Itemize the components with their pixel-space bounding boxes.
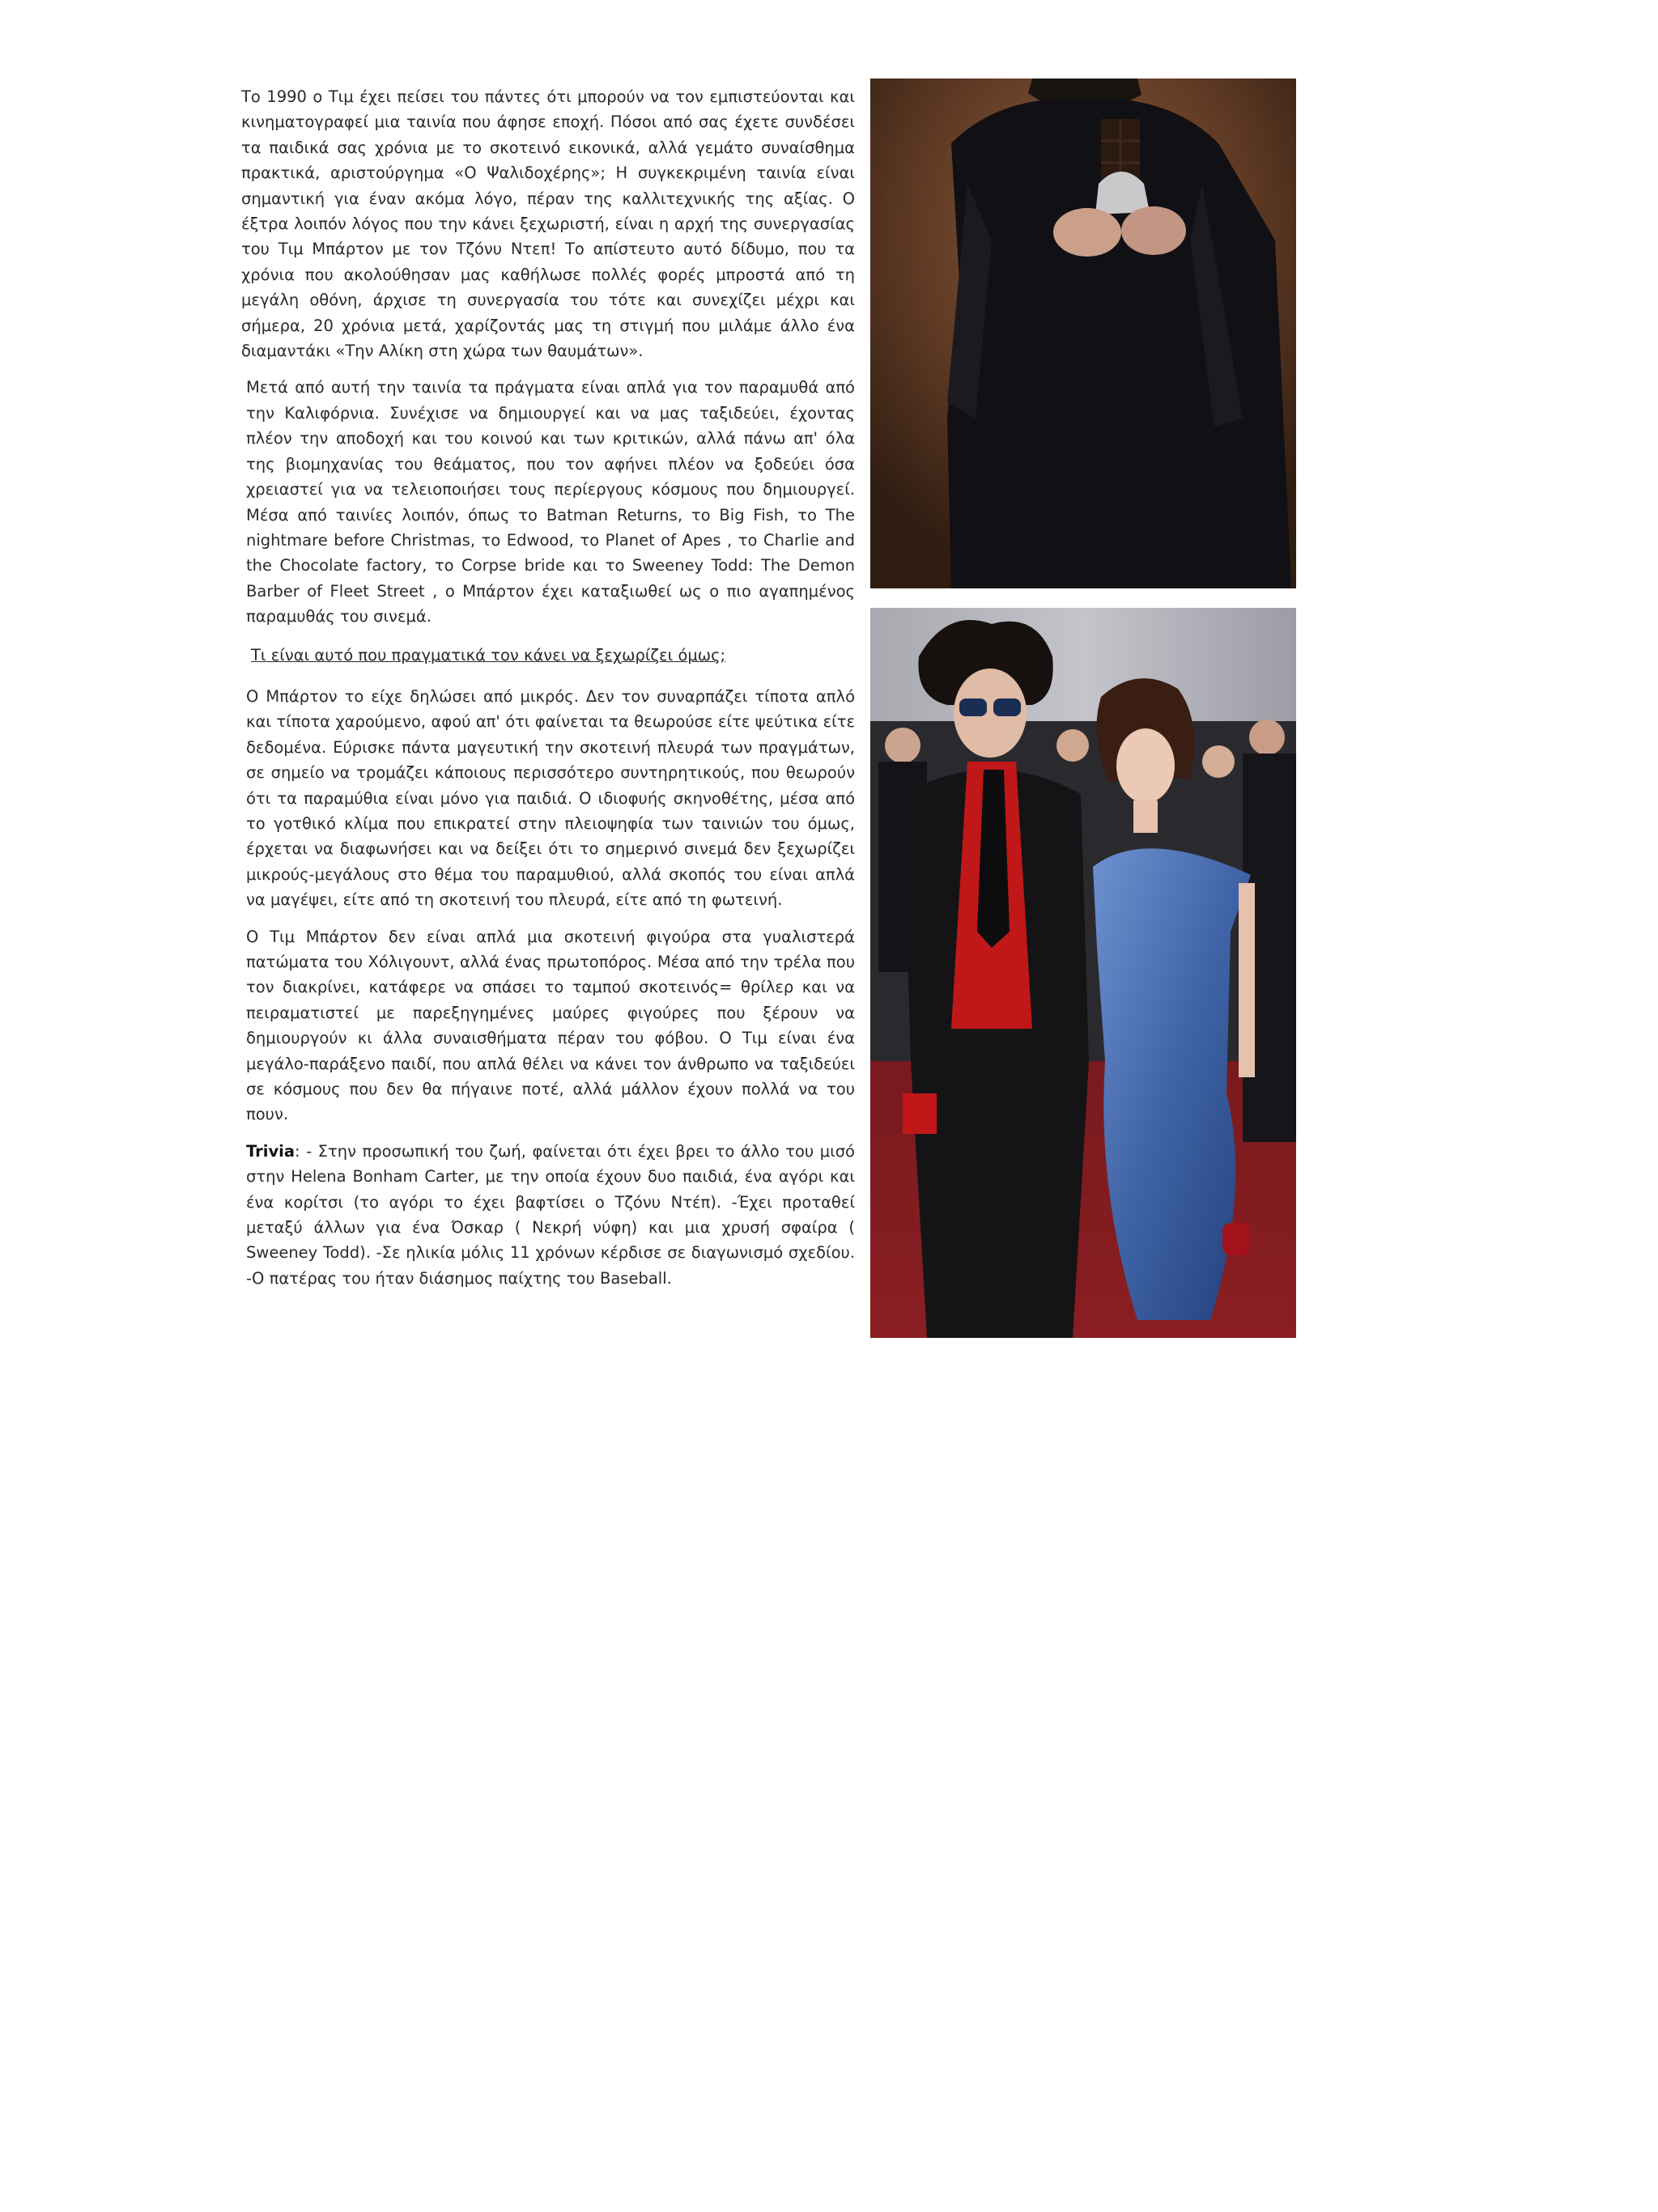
article-paragraph-2: Μετά από αυτή την ταινία τα πράγματα είναι απλά για τον παραμυθά από την Καλιφόρνια. Συνέχισε να δημιουργεί και να μας ταξιδεύει, έχοντας πλέον την αποδοχή και του κοινού και των κριτικών, αλλά πάνω απ' όλα της βιομηχανίας του θεάματος, που τον αφήνει πλέον να ξοδεύει όσα χρειαστεί για να τελειοποιήσει τους περίεργους κόσμους που δημιουργεί. Μέσα από ταινίες λοιπόν, όπως το Batman Returns, το Big Fish, το The nightmare before Christmas, το Edwood, το Planet of Apes , το Charlie and the Chocolate factory, το Corpse bride και το Sweeney Todd: The Demon Barber of Fleet Street , ο Μπάρτον έχει καταξιωθεί ως ο πιο αγαπημένος παραμυθάς του σινεμά. [246,378,855,626]
red-carpet-photo [870,608,1296,1338]
article-paragraph-3: Ο Μπάρτον το είχε δηλώσει από μικρός. Δεν τον συναρπάζει τίποτα απλό και τίποτα χαρούμενο, αφού απ' ότι φαίνεται τα θεωρούσε είτε ψεύτικα είτε δεδομένα. Εύρισκε πάντα μαγευτική την σκοτεινή πλευρά των πραγμάτων, σε σημείο να τρομάζει κάποιους περισσότερο συντηρητικούς, που θεωρούν ότι τα παραμύθια είναι μόνο για παιδιά. Ο ιδιοφυής σκηνοθέτης, μέσα από το γοτθικό κλίμα που επικρατεί στην πλειοψηφία των ταινιών του όμως, έρχεται να διαφωνήσει και να δείξει ότι το σημερινό σινεμά δεν ξεχωρίζει μικρούς-μεγάλους στο θέμα του παραμυθιού, αλλά σκοπός του είναι απλά να μαγέψει, είτε από τη σκοτεινή του πλευρά, είτε από τη φωτεινή. [246,686,855,910]
trivia-text: : - Στην προσωπική του ζωή, φαίνεται ότι έχει βρει το άλλο του μισό στην Helena Bonham Carter, με την οποία έχουν δυο παιδιά, ένα αγόρι και ένα κορίτσι (το αγόρι το έχει βαφτίσει ο Τζόνυ Ντέπ). -Έχει προταθεί μεταξύ άλλων για ένα Όσκαρ ( Νεκρή νύφη) και μια χρυσή σφαίρα ( Sweeney Todd). -Σε ηλικία μόλις 11 χρόνων κέρδισε σε διαγωνισμό σχεδίου. -Ο πατέρας του ήταν διάσημος παίχτης του Baseball. [246,1141,855,1288]
article-paragraph-4: Ο Τιμ Μπάρτον δεν είναι απλά μια σκοτεινή φιγούρα στα γυαλιστερά πατώματα του Χόλιγουντ, αλλά ένας πρωτοπόρος. Μέσα από την τρέλα που τον διακρίνει, κατάφερε να σπάσει το ταμπού σκοτεινός= θρίλερ και να πειραματιστεί με παρεξηγημένες μαύρες φιγούρες που ξέρουν να δημιουργούν κι άλλα συναισθήματα πέραν του φόβου. Ο Τιμ είναι ένα μεγάλο-παράξενο παιδί, που απλά θέλει να κάνει τον άνθρωπο να ταξιδεύει σε κόσμους που δεν θα πήγαινε ποτέ, αλλά μάλλον έχουν πολλά να του πουν. [246,927,855,1124]
portrait-photo [870,79,1296,588]
trivia-paragraph [241,1139,855,1291]
article-paragraph-1: Το 1990 ο Τιμ έχει πείσει του πάντες ότι μπορούν να τον εμπιστεύονται και κινηματογραφεί μια ταινία που άφησε εποχή. Πόσοι από σας έχετε συνδέσει τα παιδικά σας χρόνια με το σκοτεινό εικονικά, αλλά γεμάτο συναίσθημα πρακτικά, αριστούργημα «Ο Ψαλιδοχέρης»; Η συγκεκριμένη ταινία είναι σημαντική για έναν ακόμα λόγο, πέραν της καλλιτεχνικής της αξίας. Ο έξτρα λοιπόν λόγος που την κάνει ξεχωριστή, είναι η αρχή της συνεργασίας του Τιμ Μπάρτον με τον Τζόνυ Ντεπ! Το απίστευτο αυτό δίδυμο, που τα χρόνια που ακολούθησαν μας καθήλωσε πολλές φορές μπροστά από τη μεγάλη οθόνη, άρχισε τη συνεργασία του τότε και συνεχίζει μέχρι και σήμερα, 20 χρόνια μετά, χαρίζοντάς μας τη στιγμή που μιλάμε άλλο ένα διαμαντάκι «Την Αλίκη στη χώρα των θαυμάτων». [241,87,855,361]
article-text-column [241,84,855,1302]
red-carpet-photo-illustration [870,608,1296,1338]
trivia-label: Trivia [246,1141,295,1161]
portrait-photo-illustration [870,79,1296,588]
article-subheading: Τι είναι αυτό που πραγματικά τον κάνει να ξεχωρίζει όμως; [251,645,726,664]
